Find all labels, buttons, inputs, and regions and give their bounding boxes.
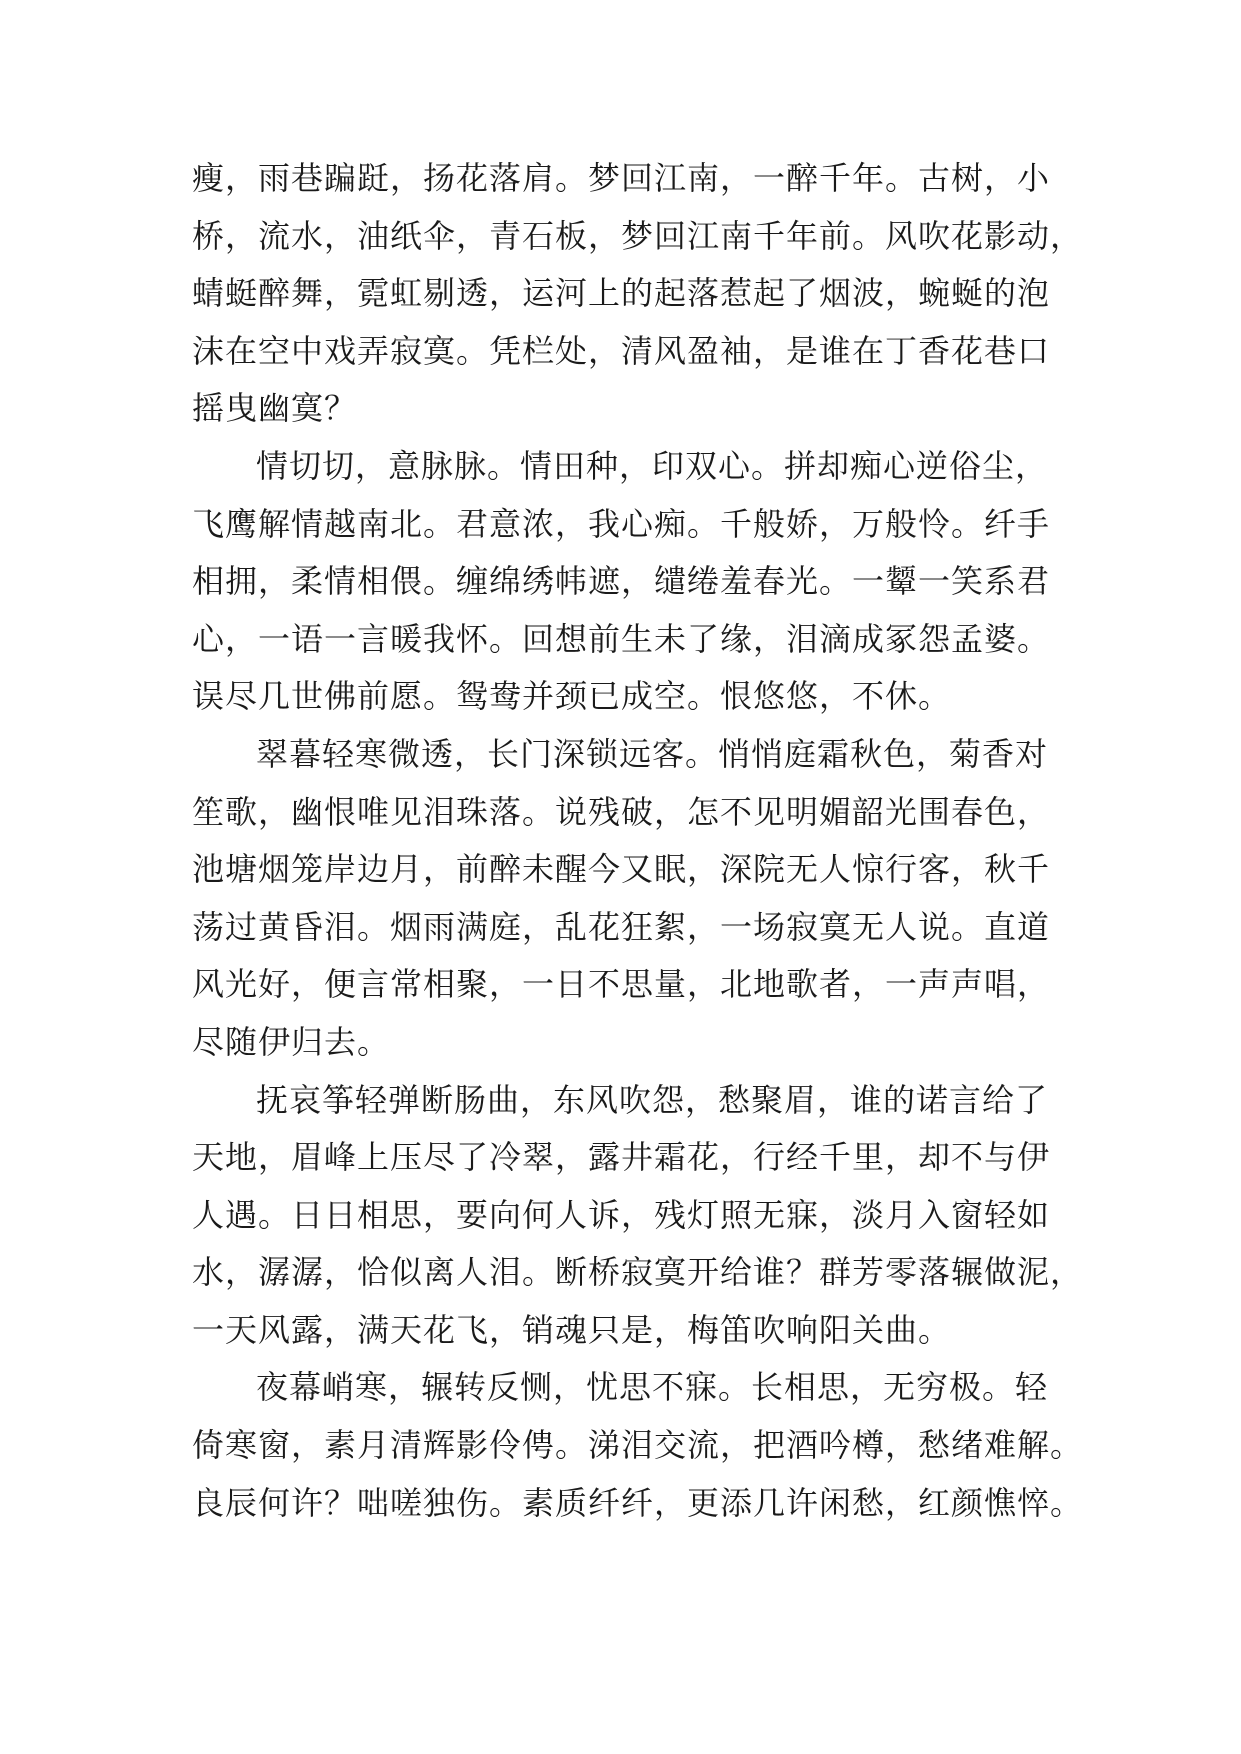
- text-line: 人遇。日日相思，要向何人诉，残灯照无寐，淡月入窗轻如: [192, 1195, 1051, 1234]
- body-text: [192, 150, 1084, 1532]
- text-line: 一天风露，满天花飞，销魂只是，梅笛吹响阳关曲。: [192, 1310, 952, 1349]
- paragraph-start-line: 抚哀筝轻弹断肠曲，东风吹怨，愁聚眉，谁的诺言给了: [256, 1080, 1049, 1119]
- text-line: 笙歌，幽恨唯见泪珠落。说残破，怎不见明媚韶光围春色，: [192, 792, 1051, 831]
- text-line: 水，潺潺，恰似离人泪。断桥寂寞开给谁？群芳零落辗做泥，: [192, 1253, 1084, 1292]
- text-line: 尽随伊归去。: [192, 1022, 391, 1061]
- text-line: 池塘烟笼岸边月，前醉未醒今又眠，深院无人惊行客，秋千: [192, 850, 1051, 889]
- paragraph-start-line: 情切切，意脉脉。情田种，印双心。拼却痴心逆俗尘，: [256, 446, 1049, 485]
- text-line: 瘦，雨巷蹁跹，扬花落肩。梦回江南，一醉千年。古树，小: [192, 159, 1051, 197]
- text-line: 倚寒窗，素月清辉影伶俜。涕泪交流，把酒吟樽，愁绪难解。: [192, 1426, 1084, 1465]
- paragraph-start-line: 翠暮轻寒微透，长门深锁远客。悄悄庭霜秋色，菊香对: [256, 734, 1049, 773]
- paragraph-start-line: 夜幕峭寒，辗转反恻，忧思不寐。长相思，无穷极。轻: [256, 1368, 1049, 1407]
- text-line: 相拥，柔情相偎。缠绵绣帏遮，缱绻羞春光。一颦一笑系君: [192, 562, 1051, 601]
- text-line: 蜻蜓醉舞，霓虹剔透，运河上的起落惹起了烟波，蜿蜒的泡: [192, 274, 1051, 313]
- text-line: 桥，流水，油纸伞，青石板，梦回江南千年前。风吹花影动，: [192, 216, 1084, 255]
- text-line: 飞鹰解情越南北。君意浓，我心痴。千般娇，万般怜。纤手: [192, 504, 1051, 543]
- text-line: 荡过黄昏泪。烟雨满庭，乱花狂絮，一场寂寞无人说。直道: [192, 907, 1051, 946]
- text-line: 风光好，便言常相聚，一日不思量，北地歌者，一声声唱，: [192, 965, 1051, 1004]
- text-line: 天地，眉峰上压尽了冷翠，露井霜花，行经千里，却不与伊: [192, 1138, 1051, 1177]
- text-line: 心，一语一言暖我怀。回想前生未了缘，泪滴成冢怨孟婆。: [192, 619, 1051, 658]
- text-line: 摇曳幽寞？: [192, 389, 358, 428]
- text-line: 良辰何许？咄嗟独伤。素质纤纤，更添几许闲愁，红颜憔悴。: [192, 1483, 1084, 1522]
- text-line: 沫在空中戏弄寂寞。凭栏处，清风盈袖，是谁在丁香花巷口: [192, 331, 1051, 370]
- text-line: 误尽几世佛前愿。鸳鸯并颈已成空。恨悠悠，不休。: [192, 677, 952, 716]
